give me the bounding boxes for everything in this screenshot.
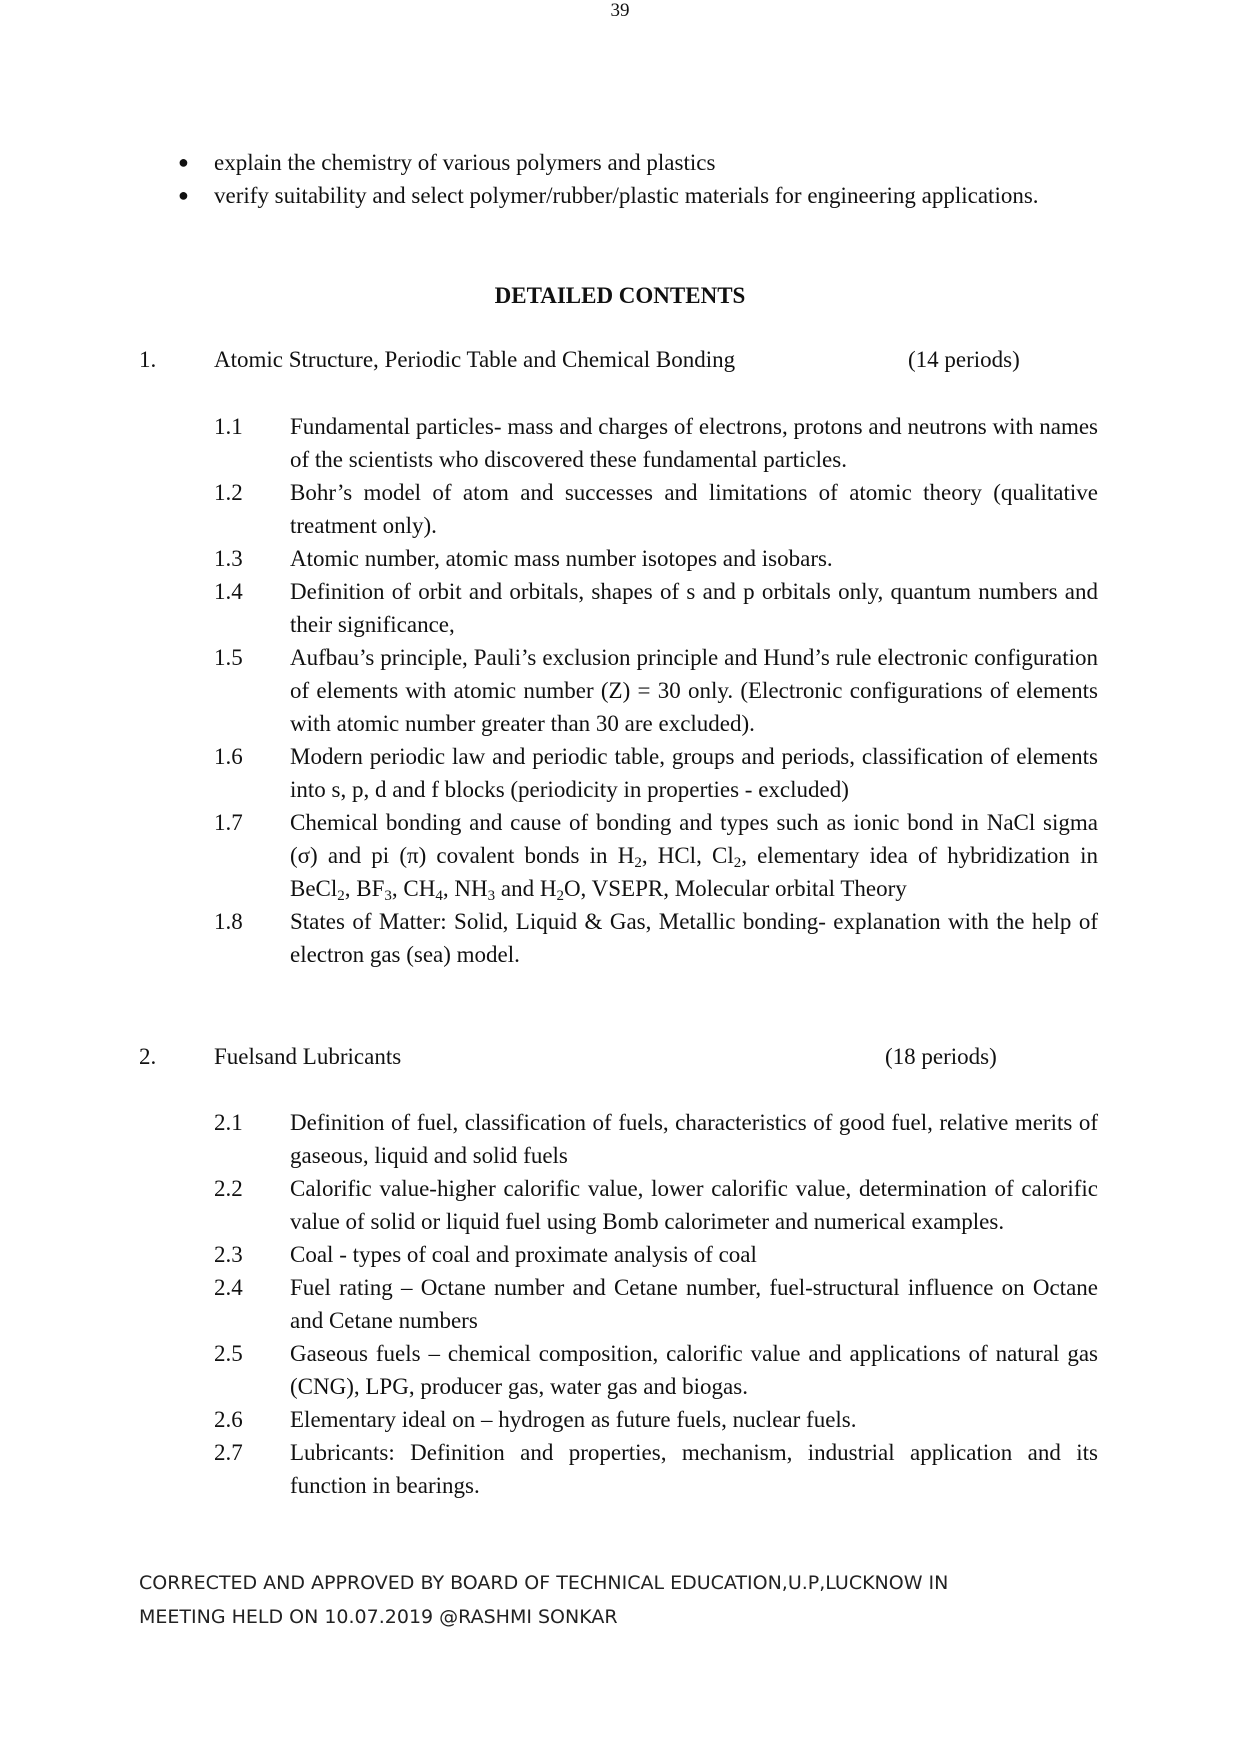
list-item xyxy=(0,476,1240,542)
item-number: 2.4 xyxy=(214,1275,243,1300)
item-number: 2.1 xyxy=(214,1110,243,1135)
bullet-icon: ● xyxy=(178,185,189,205)
list-item xyxy=(0,1436,1240,1502)
item-number: 1.3 xyxy=(214,546,243,571)
item-text: Elementary ideal on – hydrogen as future fuels, nuclear fuels. xyxy=(290,1407,857,1432)
list-item xyxy=(0,641,1240,740)
list-item xyxy=(0,806,1240,905)
item-text: Calorific value-higher calorific value, lower calorific value, determination of calorific value of solid or liquid fuel using Bomb calorimeter and numerical examples. xyxy=(290,1176,1098,1234)
section-items xyxy=(0,410,1240,971)
list-item xyxy=(0,179,1240,212)
item-number: 1.5 xyxy=(214,645,243,670)
item-text: Aufbau’s principle, Pauli’s exclusion principle and Hund’s rule electronic configuration of elements with atomic number (Z) = 30 only. (Electronic configurations of elements with atomic number greater than 30 are excluded). xyxy=(290,645,1098,736)
item-number: 1.7 xyxy=(214,810,243,835)
list-item-text: explain the chemistry of various polymers and plastics xyxy=(214,150,716,175)
section-title: Atomic Structure, Periodic Table and Chemical Bonding xyxy=(214,347,736,372)
section-periods: (14 periods) xyxy=(908,347,1020,372)
list-item xyxy=(0,1238,1240,1271)
item-text: Chemical bonding and cause of bonding and types such as ionic bond in NaCl sigma (σ) and pi (π) covalent bonds in $H_2$, HCl, $Cl_2$, elementary idea of hybridization in BeCl$_2$, $BF_3$, $CH_4$, $NH_3$ and $H_2O$, VSEPR, Molecular orbital Theory xyxy=(290,810,1098,904)
list-item xyxy=(0,1271,1240,1337)
bullet-icon: ● xyxy=(178,152,189,172)
list-item xyxy=(0,1106,1240,1172)
page-title: DETAILED CONTENTS xyxy=(494,283,746,308)
item-number: 2.6 xyxy=(214,1407,243,1432)
list-item xyxy=(0,410,1240,476)
list-item xyxy=(0,905,1240,971)
section-title: Fuelsand Lubricants xyxy=(214,1044,402,1069)
item-text: Definition of fuel, classification of fuels, characteristics of good fuel, relative merits of gaseous, liquid and solid fuels xyxy=(290,1110,1098,1168)
footer-note xyxy=(139,1566,1139,1634)
section-items xyxy=(0,1106,1240,1502)
item-text: Gaseous fuels – chemical composition, calorific value and applications of natural gas (CNG), LPG, producer gas, water gas and biogas. xyxy=(290,1341,1098,1399)
item-number: 2.7 xyxy=(214,1440,243,1465)
item-text: Modern periodic law and periodic table, groups and periods, classification of elements into s, p, d and f blocks (periodicity in properties - excluded) xyxy=(290,744,1098,802)
objectives-list xyxy=(0,146,1240,212)
page-number: 39 xyxy=(610,0,630,21)
item-text: States of Matter: Solid, Liquid & Gas, Metallic bonding- explanation with the help of electron gas (sea) model. xyxy=(290,909,1098,967)
section-number: 2. xyxy=(139,1044,157,1069)
list-item-text: verify suitability and select polymer/rubber/plastic materials for engineering applications. xyxy=(214,183,1039,208)
list-item xyxy=(0,542,1240,575)
item-text: Atomic number, atomic mass number isotopes and isobars. xyxy=(290,546,833,571)
item-text: Fundamental particles- mass and charges of electrons, protons and neutrons with names of the scientists who discovered these fundamental particles. xyxy=(290,414,1098,472)
section-periods: (18 periods) xyxy=(885,1044,997,1069)
list-item xyxy=(0,1337,1240,1403)
footer-line: CORRECTED AND APPROVED BY BOARD OF TECHNICAL EDUCATION,U.P,LUCKNOW IN xyxy=(139,1572,949,1594)
item-number: 1.2 xyxy=(214,480,243,505)
item-text: Bohr’s model of atom and successes and limitations of atomic theory (qualitative treatment only). xyxy=(290,480,1098,538)
item-text: Lubricants: Definition and properties, mechanism, industrial application and its function in bearings. xyxy=(290,1440,1098,1498)
item-number: 2.5 xyxy=(214,1341,243,1366)
list-item xyxy=(0,146,1240,179)
list-item xyxy=(0,1172,1240,1238)
item-text: Fuel rating – Octane number and Cetane number, fuel-structural influence on Octane and Cetane numbers xyxy=(290,1275,1098,1333)
item-text: Coal - types of coal and proximate analysis of coal xyxy=(290,1242,757,1267)
item-number: 2.3 xyxy=(214,1242,243,1267)
footer-line: MEETING HELD ON 10.07.2019 @RASHMI SONKAR xyxy=(139,1606,618,1628)
item-number: 1.8 xyxy=(214,909,243,934)
list-item xyxy=(0,740,1240,806)
list-item xyxy=(0,1403,1240,1436)
item-number: 1.6 xyxy=(214,744,243,769)
section-number: 1. xyxy=(139,347,157,372)
item-text: Definition of orbit and orbitals, shapes of s and p orbitals only, quantum numbers and their significance, xyxy=(290,579,1098,637)
item-number: 2.2 xyxy=(214,1176,243,1201)
item-number: 1.1 xyxy=(214,414,243,439)
item-number: 1.4 xyxy=(214,579,243,604)
list-item xyxy=(0,575,1240,641)
